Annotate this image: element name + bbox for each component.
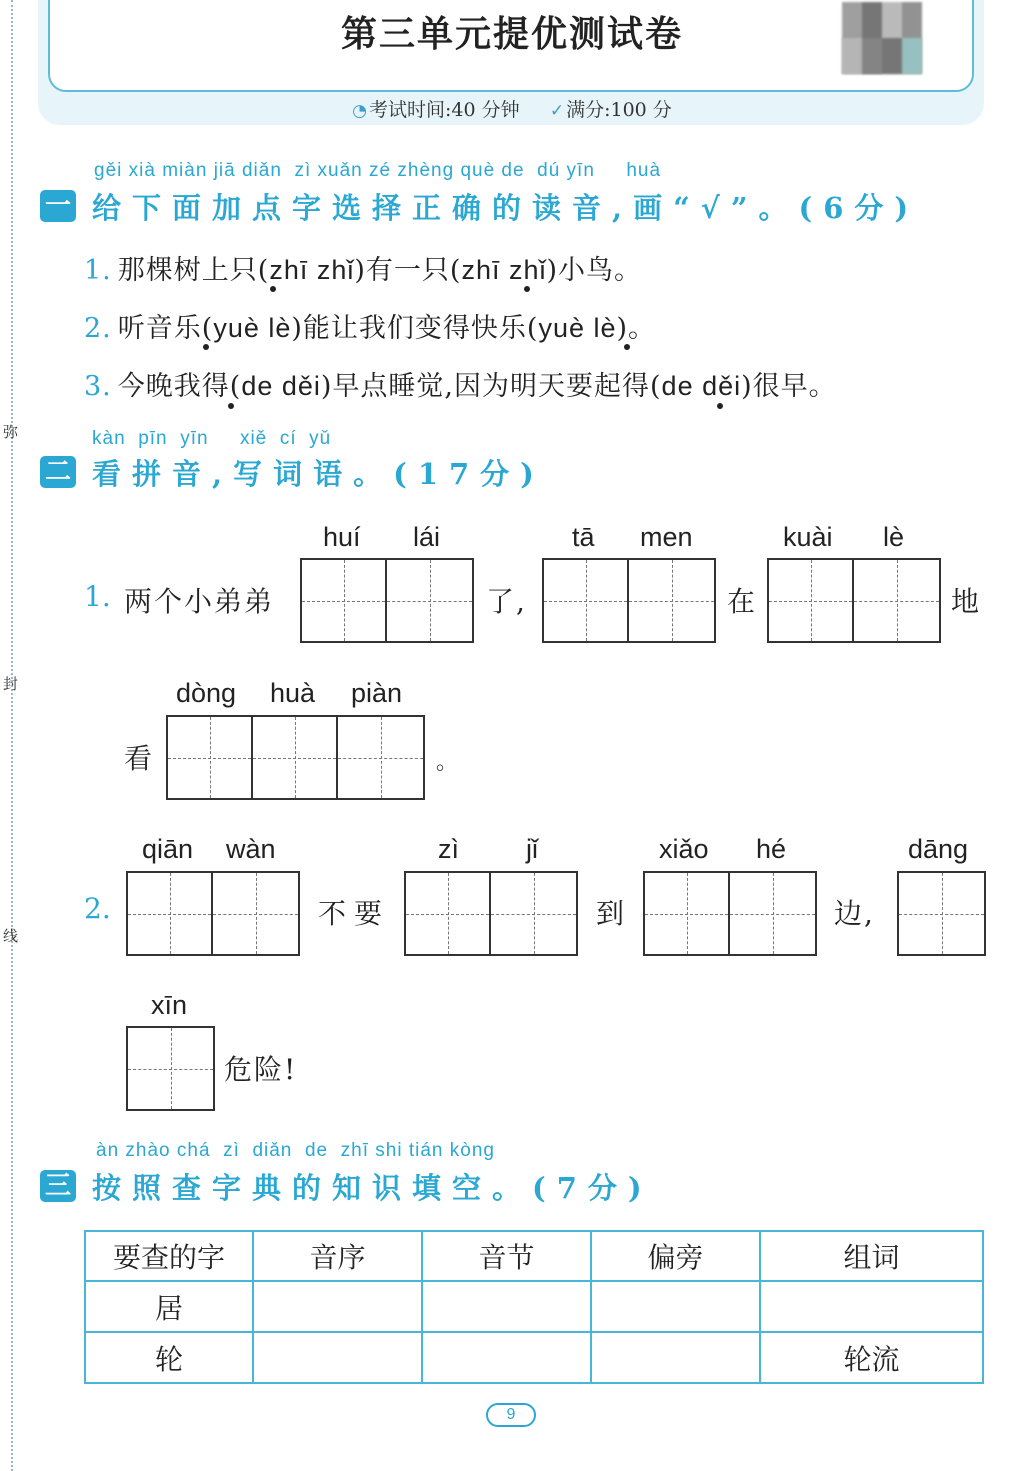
q1-text-3: 在 [727,585,758,618]
section1-pinyin: gěi xià miàn jiā diǎn zì xuǎn zé zhèng què de dú yīn huà [94,160,662,181]
writing-grid-xiaohe[interactable] [643,871,817,956]
writing-grid-donghuapian[interactable] [166,715,425,800]
emphasis-dot [717,403,723,409]
pinyin-dong: dòng [176,678,237,708]
margin-char-1: 弥 [3,423,19,441]
section1-number-badge: 一 [40,190,76,222]
q2-text-3: 边, [834,897,875,930]
clock-icon: ◔ [352,101,368,121]
q1-text-5: 看 [124,742,155,775]
section2-number-badge: 二 [40,456,76,488]
pinyin-le: lè [883,522,905,552]
table-header-row [85,1231,983,1281]
table-header: 音序 [253,1231,422,1281]
writing-grid-ziji[interactable] [404,871,578,956]
full-score: 满分:100 分 [566,99,672,121]
q1-text-2: 了, [486,585,527,618]
section2-pinyin: kàn pīn yīn xiě cí yǔ [92,428,332,449]
section3-title: 按照查字典的知识填空。(7分) [92,1171,653,1205]
pinyin-qian: qiān [142,834,194,864]
q2-text-4: 危险! [224,1053,298,1086]
table-cell-blank[interactable] [253,1332,422,1383]
section3-pinyin: àn zhào chá zì diǎn de zhī shi tián kòng [96,1140,495,1161]
pinyin-lai: lái [413,522,441,552]
pinyin-kuai: kuài [783,522,833,552]
q1-text-6: 。 [436,750,461,775]
table-cell-blank[interactable] [422,1332,591,1383]
writing-grid-dang[interactable] [897,871,986,956]
table-cell: 居 [85,1281,253,1332]
table-cell: 轮 [85,1332,253,1383]
table-row [85,1281,983,1332]
emphasis-dot [270,286,276,292]
binding-dotted-line [11,0,13,1471]
table-cell-blank[interactable] [422,1281,591,1332]
emphasis-dot [203,344,209,350]
pinyin-hui: huí [323,522,361,552]
table-header: 组词 [760,1231,983,1281]
page-number: 9 [486,1403,536,1427]
q1-text-4: 地 [951,585,982,618]
emphasis-dot [524,286,530,292]
writing-grid-tamen[interactable] [542,558,716,643]
pinyin-dang: dāng [908,834,969,864]
q1-number: 1. [84,580,111,613]
emphasis-dot [624,344,630,350]
section3-number-badge: 三 [40,1170,76,1202]
section2-title: 看拼音,写词语。(17分) [92,457,545,491]
table-header: 偏旁 [591,1231,760,1281]
margin-char-2: 封 [3,675,19,693]
table-cell-blank[interactable] [253,1281,422,1332]
section1-title: 给下面加点字选择正确的读音,画“√”。(6分) [92,191,920,225]
dictionary-table [84,1230,984,1384]
section1-item-1: 1. 那棵树上只(zhī zhǐ)有一只(zhī zhǐ)小鸟。 [84,255,643,286]
qr-code-lower-icon [842,38,922,74]
table-cell-blank[interactable] [591,1281,760,1332]
emphasis-dot [228,403,234,409]
table-cell-blank[interactable] [760,1281,983,1332]
exam-time: 考试时间:40 分钟 [369,99,520,121]
pinyin-ta: tā [572,522,595,552]
writing-grid-huilai[interactable] [300,558,474,643]
q2-text-2: 到 [596,897,627,930]
pinyin-he: hé [756,834,787,864]
table-header: 音节 [422,1231,591,1281]
table-cell-blank[interactable] [591,1332,760,1383]
page-title: 第三单元提优测试卷 [340,13,683,55]
pinyin-zi: zì [438,834,460,864]
pinyin-hua: huà [270,678,316,708]
table-cell: 轮流 [760,1332,983,1383]
section1-item-2: 2. 听音乐(yuè lè)能让我们变得快乐(yuè lè)。 [84,313,657,344]
pinyin-xiao: xiǎo [659,834,709,864]
writing-grid-qianwan[interactable] [126,871,300,956]
pinyin-men: men [640,522,693,552]
section1-item-3: 3. 今晚我得(de děi)早点睡觉,因为明天要起得(de děi)很早。 [84,371,837,402]
exam-info [0,95,1024,122]
pinyin-ji: jǐ [526,834,538,864]
writing-grid-xin[interactable] [126,1026,215,1111]
table-header: 要查的字 [85,1231,253,1281]
writing-grid-kuaile[interactable] [767,558,941,643]
check-icon: ✓ [549,101,565,121]
pinyin-wan: wàn [226,834,276,864]
q1-text-1: 两个小弟弟 [124,585,275,618]
table-row [85,1332,983,1383]
q2-text-1: 不要 [318,897,391,930]
pinyin-pian: piàn [351,678,403,708]
q2-number: 2. [84,892,111,925]
margin-char-3: 线 [3,927,19,945]
pinyin-xin: xīn [151,990,188,1020]
